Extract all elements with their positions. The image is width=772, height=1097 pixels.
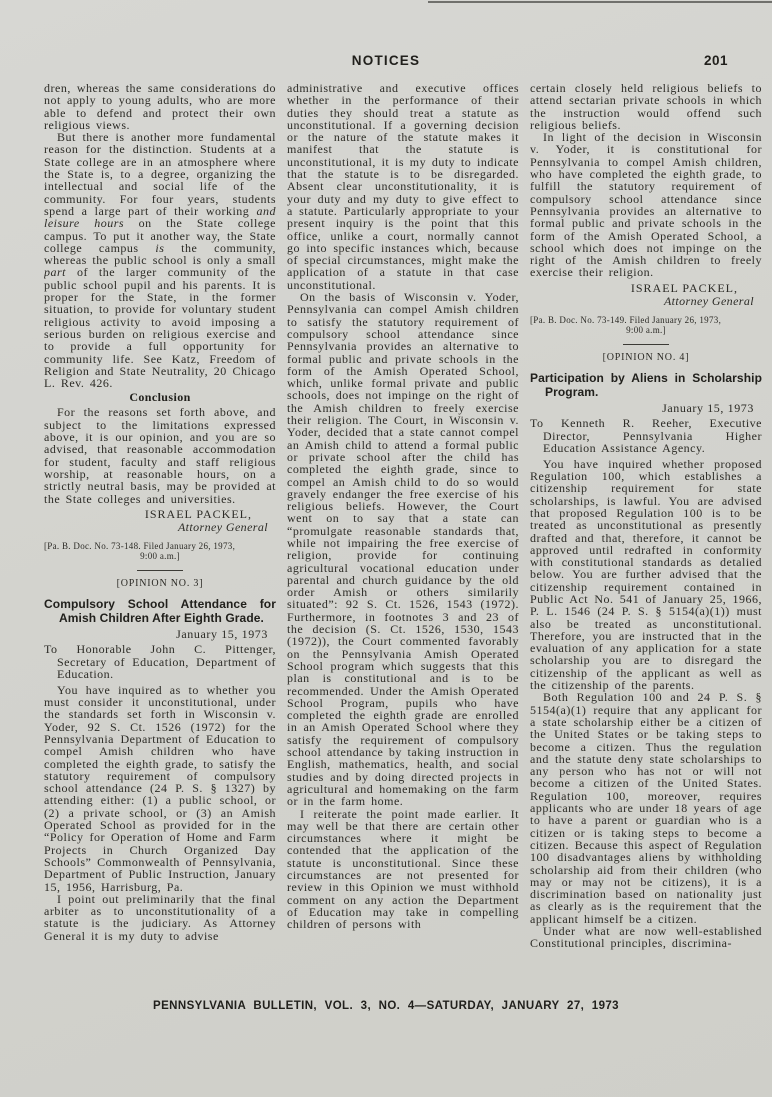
text-columns bbox=[44, 82, 762, 1000]
column-3 bbox=[530, 82, 762, 1000]
footer-line: PENNSYLVANIA BULLETIN, VOL. 3, NO. 4—SATURDAY, JANUARY 27, 1973 bbox=[153, 1000, 619, 1012]
page-number: 201 bbox=[703, 53, 728, 68]
paragraph: I point out preliminarily that the final arbiter as to unconstitutionality of a statute is the judiciary. As Attorney General it is my duty to advise bbox=[44, 891, 276, 943]
paragraph: certain closely held religious beliefs to attend sectarian private schools in which the instruction would offend such religious beliefs. bbox=[530, 82, 762, 132]
paragraph: administrative and executive offices whether in the performance of their duties they should treat a statute as unconstitutional. If a governing decision or the nature of the statute makes it manifest that the statute is unconstitutional, it is my duty to indicate that the statute is to be disregarded. Absent clear unconstitutionality, it is your duty and my duty to give effect to a statute. Particularly appropriate to your present inquiry is the point that this office, unlike a court, normally cannot go into specific instances which, because of special circumstances, might make the application of a statute in that case unconstitutional. bbox=[287, 82, 519, 292]
paragraph: Under what are now well-established Constitutional principles, discrimina- bbox=[530, 924, 762, 951]
paragraph: You have inquired whether proposed Regulation 100, which establishes a citizenship requirement for state scholarships, is lawful. You are advised that proposed Regulation 100 is to be treated as unconstitutional as presently drafted and that, therefore, it cannot be approved until redrafted in conformity with constitutional standards as detalied below. You are further advised that the citizenship requirement contained in Public Act No. 541 of January 25, 1966, P. L. 1546 (24 P. S. § 5154(a)(1)) must also be treated as unconstitutional. Therefore, you are instructed that in the evaluation of any application for a state scholarship you are to disregard the citizenship of the applicant as well as the citizenship of the parents. bbox=[530, 456, 762, 693]
addressee: To Kenneth R. Reeher, Executive Director, Pennsylvania Higher Education Assistance Agency. bbox=[530, 415, 762, 456]
paragraph: I reiterate the point made earlier. It may well be that there are certain other circumstances where it might be contended that the application of the statute is unconstitutional. Since these circumstances are not presented for review in this Opinion we must withhold comment on any action the Department of Education may take in compelling children of persons with bbox=[287, 806, 519, 932]
date-line: January 15, 1973 bbox=[176, 626, 268, 641]
opinion-title: Participation by Aliens in Scholarship Program. bbox=[530, 370, 762, 399]
signature-block bbox=[530, 282, 762, 309]
signatory-role: Attorney General bbox=[177, 520, 268, 535]
doc-filing-note-line1: [Pa. B. Doc. No. 73-149. Filed January 26, 1973, bbox=[530, 314, 722, 325]
paragraph: For the reasons set forth above, and subject to the limitations expressed above, it is our opinion, and you are so advised, that reasonable accommodation for student, faculty and staff religious worship, at reasonable hours, on a strictly neutral basis, may be provided at the State colleges and universities. bbox=[44, 405, 276, 506]
paragraph: On the basis of Wisconsin v. Yoder, Pennsylvania can compel Amish children to satisfy the statutory requirement of compulsory school attendance since Pennsylvania provides an alternative to formal public and private schools in the form of the Amish Operated School, which, unlike formal private and public schools, does not impinge on the right of the Amish children to freely exercise their religion. The Court, in Wisconsin v. Yoder, decided that a state cannot compel an Amish child to attend a formal public or private school after the child has completed the eighth grade, since to compel an Amish child to do so would gravely endanger the free exercise of his religious beliefs. However, the Court went on to say that a state can “promulgate reasonable standards that, while not impairing the free exercise of religion, provide for continuing agricultural vocational education under parental and church guidance by the old order Amish or others similarily situated”: 92 S. Ct. 1526, 1543 (1972). Furthermore, in footnotes 3 and 23 of the decision (S. Ct. 1526, 1530, 1543 (1972)), the Court commented favorably on the Pennsylvania Amish Operated School program which suggests that this plan is constitutional and is to be recommended. Under the Amish Operated School Program, pupils who have completed the eighth grade are enrolled in an Amish Operated School where they satisfy the requirement of compulsory school attendance by taking instruction in English, mathematics, health, and social studies and by doing directed projects in agricultural and homemaking on the farm or in the farm home. bbox=[287, 290, 519, 809]
signature-block bbox=[44, 508, 276, 535]
signatory-role: Attorney General bbox=[663, 294, 754, 309]
column-2 bbox=[287, 82, 519, 1000]
page-title: NOTICES bbox=[351, 53, 421, 68]
section-divider bbox=[137, 570, 183, 571]
opinion-title: Compulsory School Attendance for Amish Children After Eighth Grade. bbox=[44, 596, 276, 625]
date-line: January 15, 1973 bbox=[662, 400, 754, 415]
doc-filing-note-line2: 9:00 a.m.] bbox=[626, 325, 666, 336]
column-1 bbox=[44, 82, 276, 1000]
scan-edge-artifact bbox=[428, 1, 772, 3]
opinion-number-label: [OPINION NO. 4] bbox=[602, 351, 690, 363]
signatory-name: ISRAEL PACKEL, bbox=[630, 280, 738, 295]
paragraph: In light of the decision in Wisconsin v. Yoder, it is constitutional for Pennsylvania to compel Amish children, who have completed the eighth grade, to fulfill the statutory requirement of compulsory school attendance since Pennsylvania provides an alternative to formal public and private schools in the form of the Amish Operated School, a school which does not impinge on the right of the Amish children to freely exercise their religion. bbox=[530, 130, 762, 280]
signatory-name: ISRAEL PACKEL, bbox=[144, 506, 252, 521]
doc-filing-note-line1: [Pa. B. Doc. No. 73-148. Filed January 26, 1973, bbox=[44, 540, 236, 551]
addressee: To Honorable John C. Pittenger, Secretary of Education, Department of Education. bbox=[44, 641, 276, 682]
section-heading: Conclusion bbox=[129, 390, 191, 405]
section-divider bbox=[623, 344, 669, 345]
paragraph: Both Regulation 100 and 24 P. S. § 5154(a)(1) require that any applicant for a state scholarship either be a citizen of the United States or be taking steps to become a citizen. Thus the regulation and the statute deny state scholarships to any person who has not or will not become a citizen of the United States. Regulation 100, moreover, requires applicants who are under 18 years of age to have a parent or guardian who is a citizen or is taking steps to become a citizen. Because this aspect of Regulation 100 disadvantages aliens by withholding scholarship aid from their children (who may or may not be citizens), it is a discrimination based on nationality just as clearly as is the requirement that the applicant himself be a citizen. bbox=[530, 690, 762, 926]
doc-filing-note-line2: 9:00 a.m.] bbox=[140, 551, 180, 562]
doc-filing-note bbox=[44, 541, 276, 562]
paragraph: dren, whereas the same considerations do not apply to young adults, who are more able to defend and protect their own religious views. bbox=[44, 82, 276, 132]
paragraph: You have inquired as to whether you must consider it unconstitutional, under the standards set forth in Wisconsin v. Yoder, 92 S. Ct. 1526 (1972) for the Pennsylvania Department of Education to compel Amish children who have completed the eighth grade, to satisfy the statutory requirement of compulsory school attendance (24 P. S. § 1327) by attending either: (1) a public school, or (2) a private school, or (3) an Amish Operated School as provided for in the “Policy for Operation of Home and Farm Projects in Church Organized Day Schools” Commonwealth of Pennsylvania, Department of Public Instruction, January 15, 1956, Harrisburg, Pa. bbox=[44, 682, 276, 894]
opinion-number-label: [OPINION NO. 3] bbox=[116, 577, 204, 589]
paragraph: But there is another more fundamental reason for the distinction. Students at a State college are in an atmosphere where the State is, to a degree, organizing the intellectual and social life of the community. For four years, students spend a large part of their working and leisure hours on the State college campus. To put it another way, the State college campus is the community, whereas the public school is only a small part of the larger community of the public school pupil and his parents. It is proper for the State, in the former situation, to provide for voluntary student religious activity to avoid imposing a serious burden on religious exercise and to provide a full opportunity for community life. See Katz, Freedom of Religion and State Neutrality, 20 Chicago L. Rev. 426. bbox=[44, 130, 276, 391]
doc-filing-note bbox=[530, 315, 762, 336]
